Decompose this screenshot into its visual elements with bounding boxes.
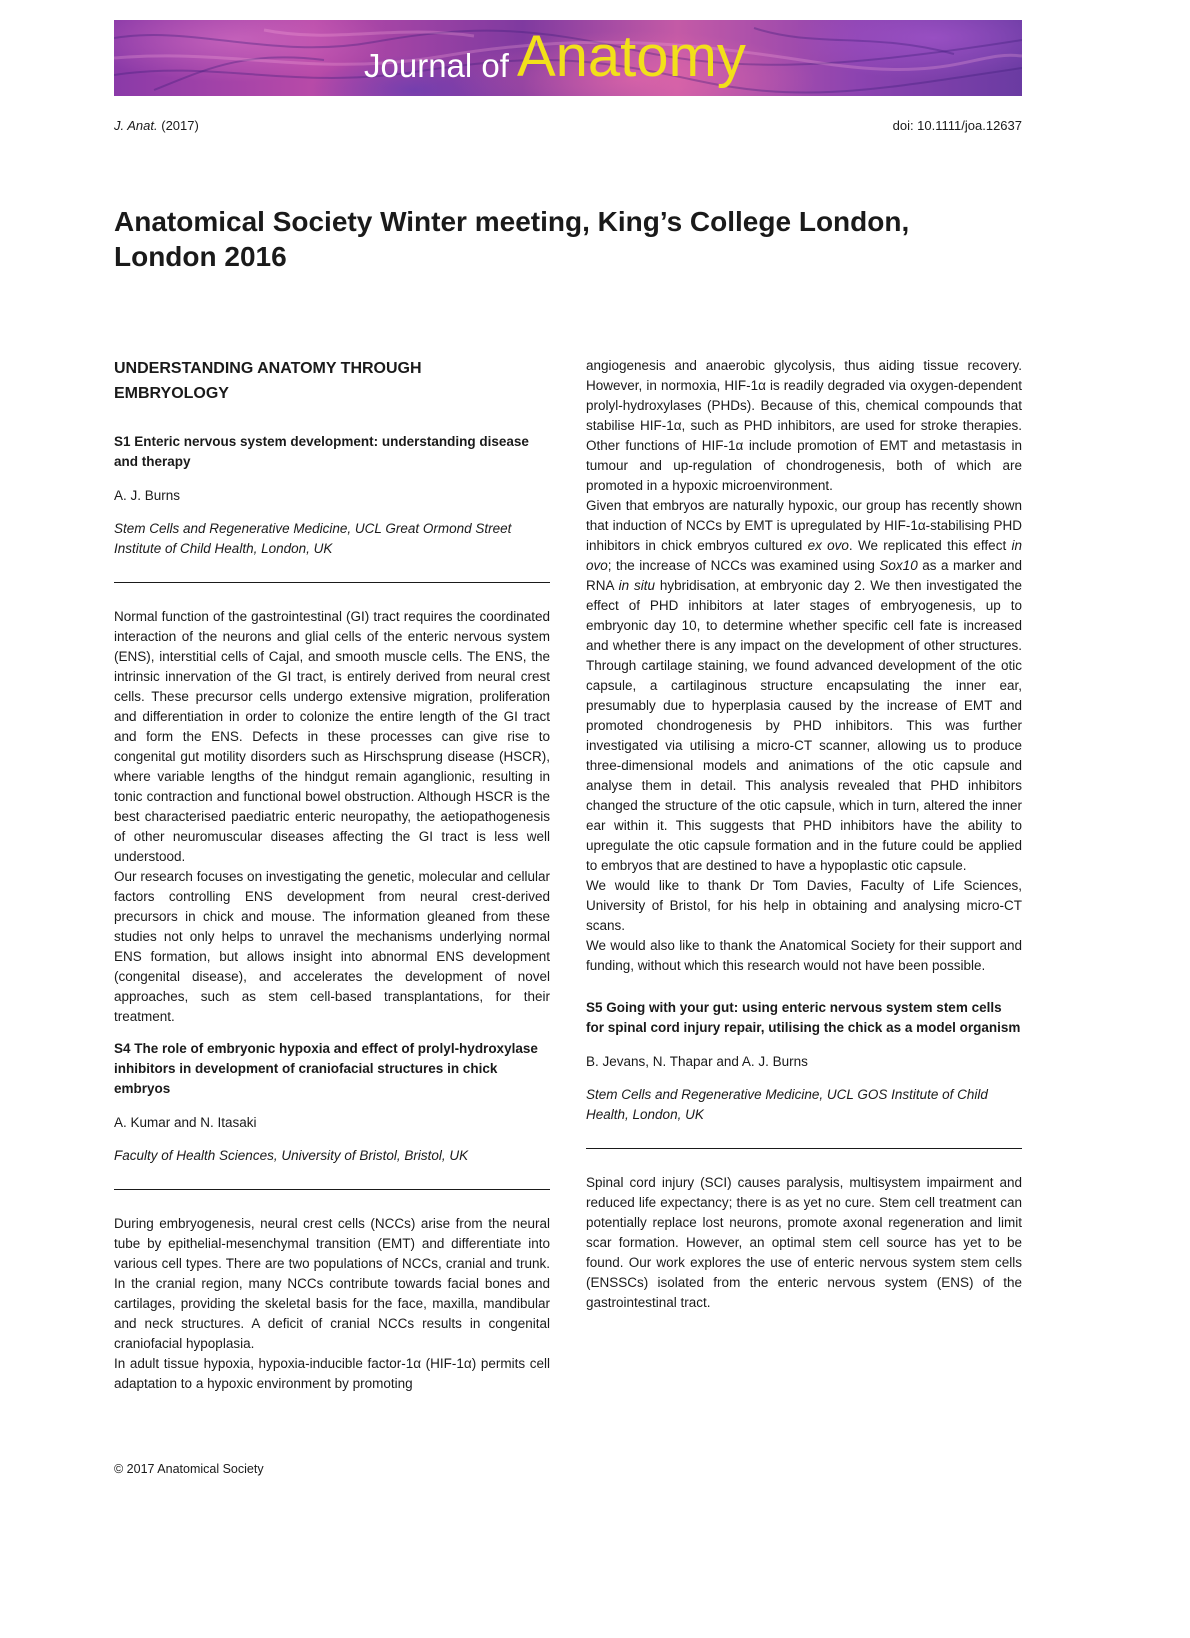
right-column [586,356,1022,1313]
journal-title-main: Anatomy [516,24,746,89]
citation [114,118,199,133]
s5-divider [586,1148,1022,1149]
s5-affiliation: Stem Cells and Regenerative Medicine, UCL GOS Institute of Child Health, London, UK [586,1087,988,1122]
section-title: UNDERSTANDING ANATOMY THROUGH EMBRYOLOGY [114,360,422,402]
s1-title: S1 Enteric nervous system development: understanding disease and therapy [114,434,529,469]
s4-body-left [114,1214,550,1394]
doi: doi: 10.1111/joa.12637 [892,118,1022,133]
journal-title-logo [364,20,746,96]
s4-paragraph: During embryogenesis, neural crest cells (NCCs) arise from the neural tube by epithelial-mesenchymal transition (EMT) and differentiate into various cell types. There are two populations of NCCs, cranial and trunk. In the cranial region, many NCCs contribute towards facial bones and cartilages, providing the skeletal basis for the face, maxilla, mandibular and neck structures. A deficit of cranial NCCs results in congenital craniofacial hypoplasia. [114,1216,550,1351]
s4-title: S4 The role of embryonic hypoxia and effect of prolyl-hydroxylase inhibitors in development of craniofacial structures in chick embryos [114,1041,538,1096]
s5-paragraph: Spinal cord injury (SCI) causes paralysis, multisystem impairment and reduced life expectancy; there is as yet no cure. Stem cell treatment can potentially replace lost neurons, promote axonal regeneration and limit scar formation. However, an optimal stem cell source has yet to be found. Our work explores the use of enteric nervous system stem cells (ENSSCs) isolated from the enteric nervous system (ENS) of the gastrointestinal tract. [586,1175,1022,1310]
s5-body [586,1173,1022,1313]
s1-divider [114,582,550,583]
s4-divider [114,1189,550,1190]
s4-paragraph: angiogenesis and anaerobic glycolysis, thus aiding tissue recovery. However, in normoxia, HIF-1α is readily degraded via oxygen-dependent prolyl-hydroxylases (PHDs). Because of this, chemical compounds that stabilise HIF-1α, such as PHD inhibitors, are used for stroke therapies. Other functions of HIF-1α include promotion of EMT and metastasis in tumour and up-regulation of chondrogenesis, both of which are promoted in a hypoxic microenvironment. [586,358,1022,493]
journal-abbrev: J. Anat. [114,118,158,133]
s4-paragraph: In adult tissue hypoxia, hypoxia-inducible factor-1α (HIF-1α) permits cell adaptation to a hypoxic environment by promoting [114,1356,550,1391]
s4-paragraph: Given that embryos are naturally hypoxic, our group has recently shown that induction of NCCs by EMT is upregulated by HIF-1α-stabilising PHD inhibitors in chick embryos cultured ex ovo. We replicated this effect in ovo; the increase of NCCs was examined using Sox10 as a marker and RNA in situ hybridisation, at embryonic day 2. We then investigated the effect of PHD inhibitors at later stages of embryogenesis, up to embryonic day 10, to determine whether specific cell fate is increased and whether there is any impact on the development of other structures. Through cartilage staining, we found advanced development of the otic capsule, a cartilaginous structure encapsulating the inner ear, presumably due to hyperplasia caused by the increase of EMT and promoted chondrogenesis by PHD inhibitors. This was further investigated via utilising a micro-CT scanner, allowing us to produce three-dimensional models and animations of the otic capsule and analyse them in detail. This analysis revealed that PHD inhibitors changed the structure of the otic capsule, which in turn, altered the inner ear within it. This suggests that PHD inhibitors have the ability to upregulate the otic capsule formation and in the future could be applied to embryos that are destined to have a hypoplastic otic capsule. [586,498,1023,873]
running-head [114,118,1022,136]
s1-body [114,607,550,1027]
s4-body-right [586,356,1022,976]
s4-authors: A. Kumar and N. Itasaki [114,1115,257,1130]
s5-title: S5 Going with your gut: using enteric nervous system stem cells for spinal cord injury repair, utilising the chick as a model organism [586,1000,1021,1035]
s4-acknowledgement: We would also like to thank the Anatomical Society for their support and funding, without which this research would not have been possible. [586,938,1022,973]
s4-affiliation: Faculty of Health Sciences, University of Bristol, Bristol, UK [114,1148,469,1163]
citation-year: (2017) [161,118,199,133]
s1-affiliation: Stem Cells and Regenerative Medicine, UCL Great Ormond Street Institute of Child Health, London, UK [114,521,512,556]
left-column [114,356,550,1394]
journal-title-prefix: Journal of [364,47,509,84]
s1-authors: A. J. Burns [114,488,181,503]
copyright-footer: © 2017 Anatomical Society [114,1462,264,1476]
journal-masthead-banner [114,20,1022,96]
meeting-title: Anatomical Society Winter meeting, King’s College London, London 2016 [114,206,910,272]
s1-paragraph: Normal function of the gastrointestinal (GI) tract requires the coordinated interaction of the neurons and glial cells of the enteric nervous system (ENS), interstitial cells of Cajal, and smooth muscle cells. The ENS, the intrinsic innervation of the GI tract, is entirely derived from neural crest cells. These precursor cells undergo extensive migration, proliferation and differentiation in order to colonize the entire length of the GI tract and form the ENS. Defects in these processes can give rise to congenital gut motility disorders such as Hirschsprung disease (HSCR), where variable lengths of the hindgut remain aganglionic, resulting in tonic contraction and functional bowel obstruction. Although HSCR is the best characterised paediatric enteric neuropathy, the aetiopathogenesis of other neuromuscular diseases affecting the GI tract is less well understood. [114,609,550,864]
s4-acknowledgement: We would like to thank Dr Tom Davies, Faculty of Life Sciences, University of Bristol, for his help in obtaining and analysing micro-CT scans. [586,878,1022,933]
s5-authors: B. Jevans, N. Thapar and A. J. Burns [586,1054,808,1069]
s1-paragraph: Our research focuses on investigating the genetic, molecular and cellular factors controlling ENS development from neural crest-derived precursors in chick and mouse. The information gleaned from these studies not only helps to unravel the mechanisms underlying normal ENS formation, but allows insight into abnormal ENS development (congenital disease), and accelerates the development of novel approaches, such as stem cell-based transplantations, for their treatment. [114,869,550,1024]
